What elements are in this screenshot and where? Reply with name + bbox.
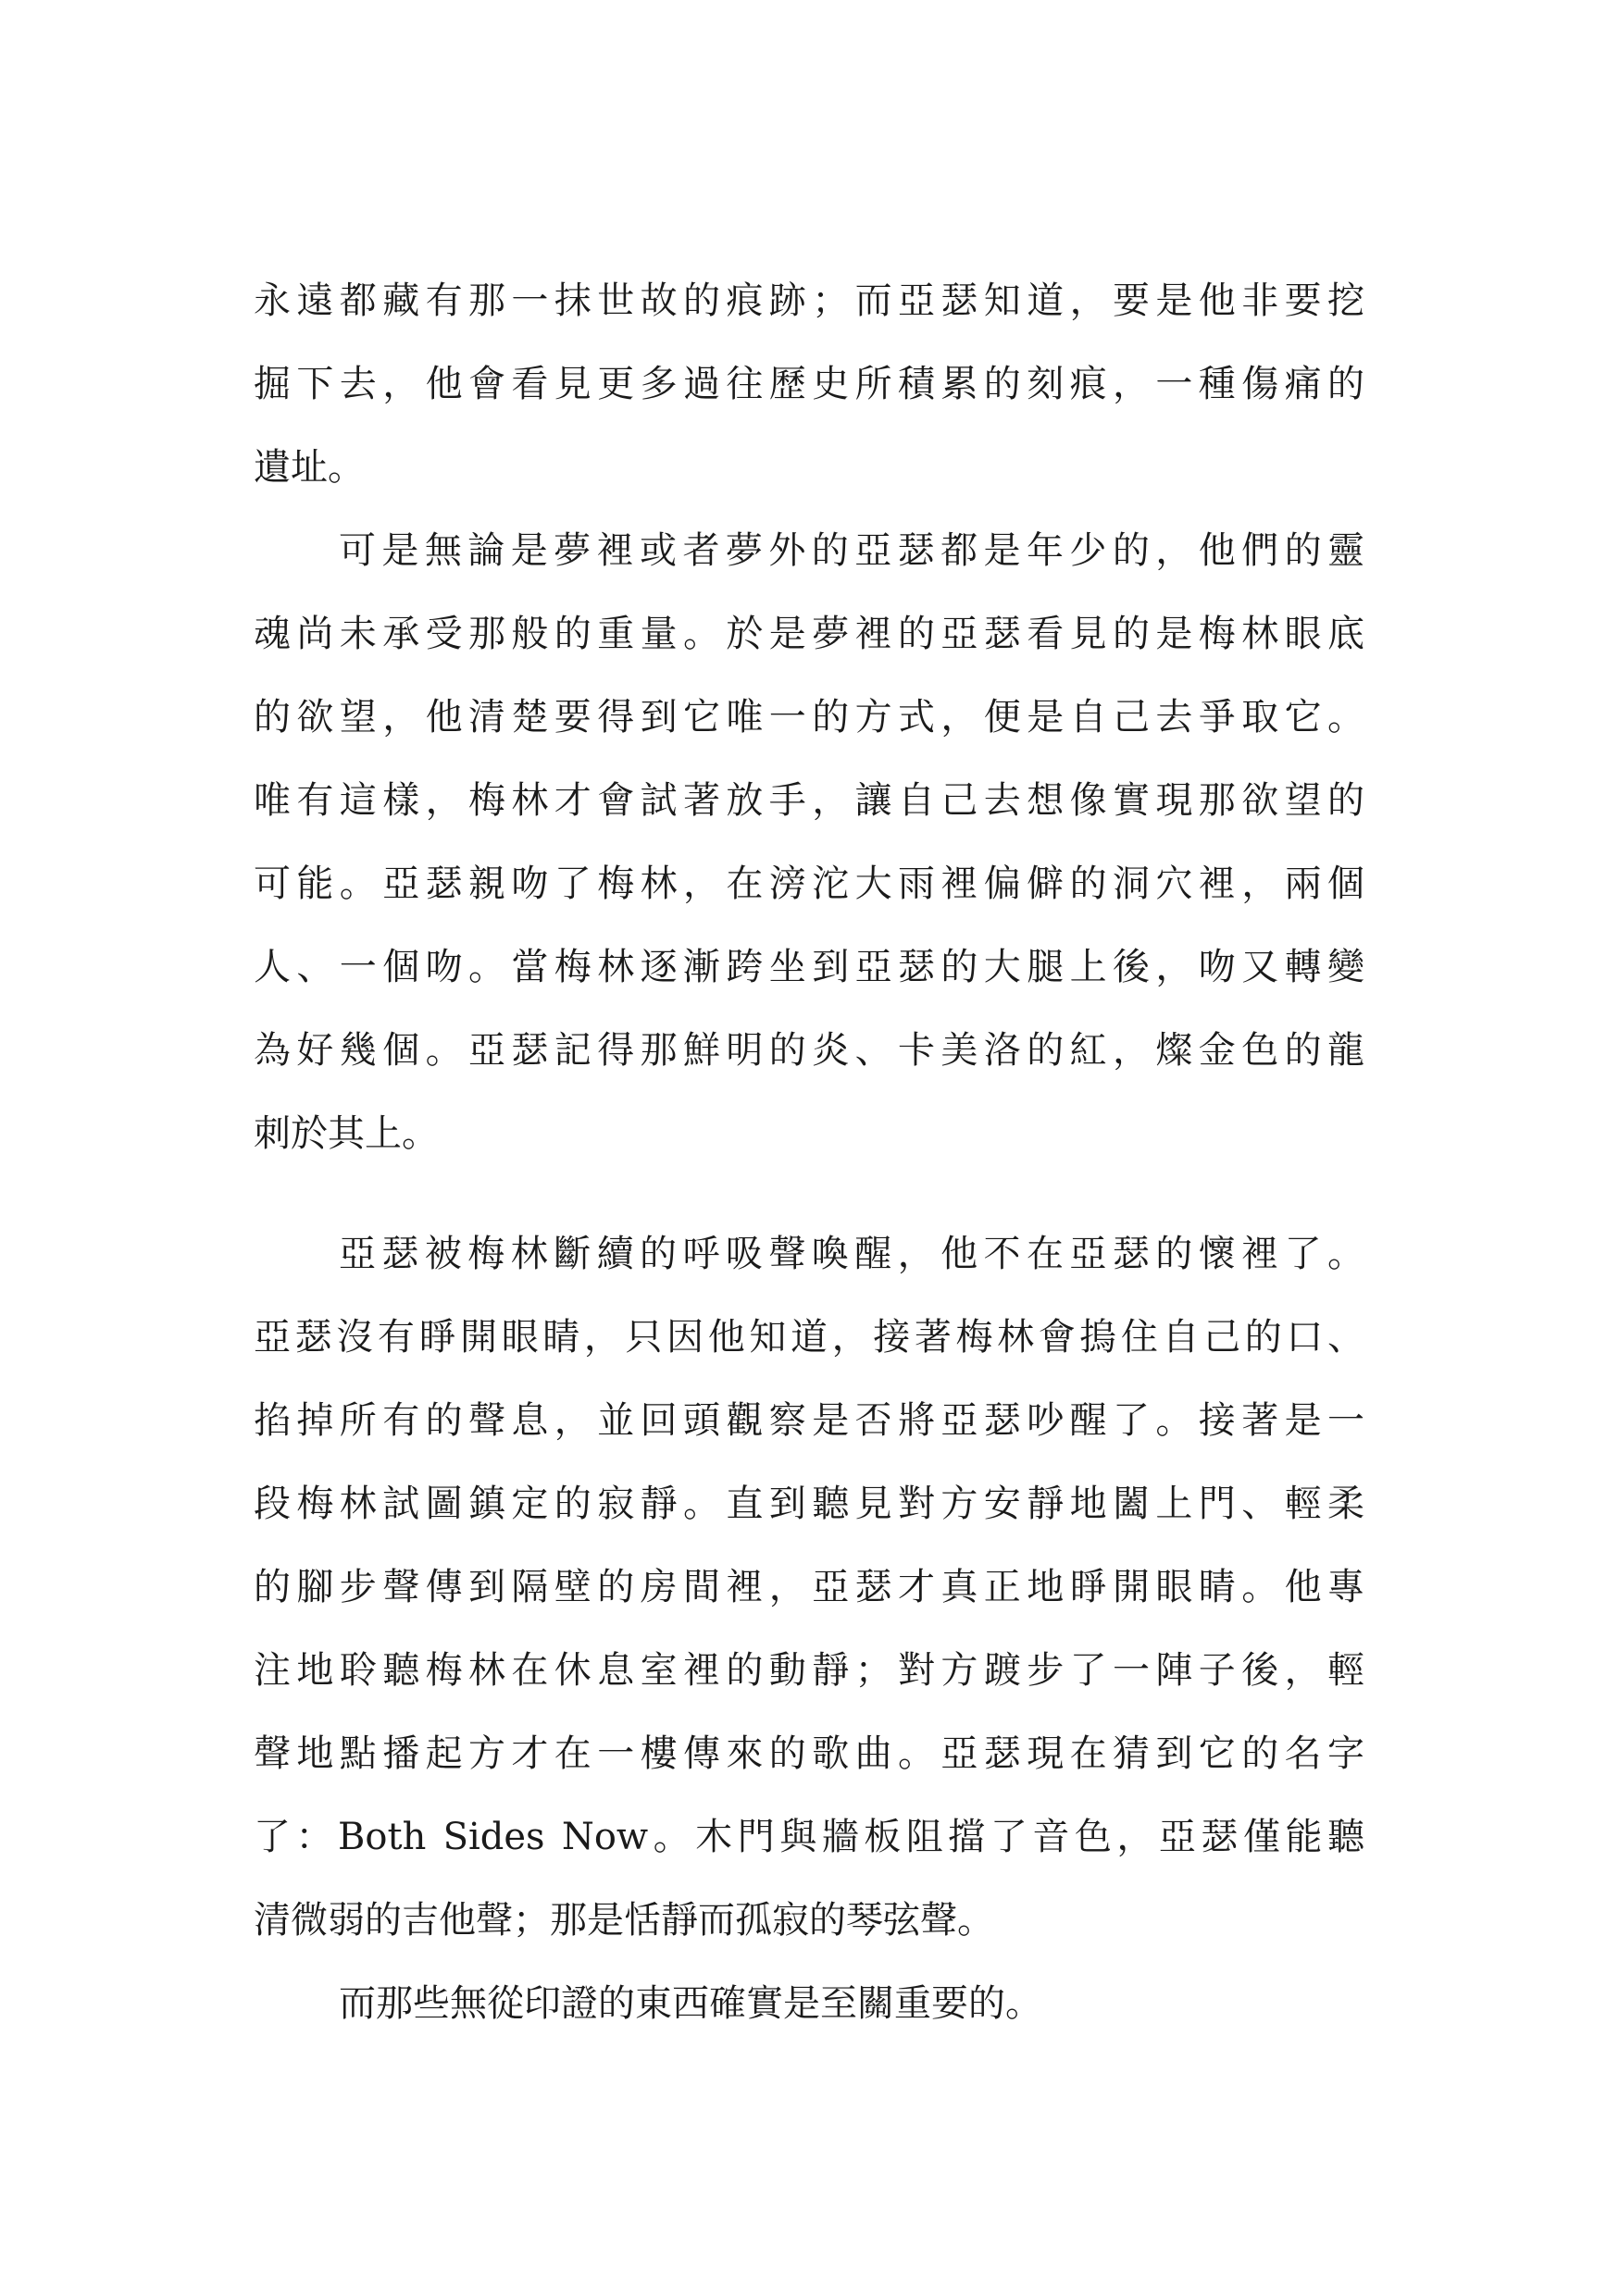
text-line: 段梅林試圖鎮定的寂靜。直到聽見對方安靜地闔上門、輕柔 bbox=[254, 1483, 1364, 1525]
text-line: 亞瑟沒有睜開眼睛，只因他知道，接著梅林會摀住自己的口、 bbox=[254, 1316, 1364, 1359]
text-line: 聲地點播起方才在一樓傳來的歌曲。亞瑟現在猜到它的名字 bbox=[254, 1732, 1364, 1775]
paragraph-first-line: 而那些無從印證的東西確實是至關重要的。 bbox=[339, 1982, 1042, 2025]
text-line: 掐掉所有的聲息，並回頭觀察是否將亞瑟吵醒了。接著是一 bbox=[254, 1399, 1364, 1442]
text-section-1 bbox=[254, 259, 1364, 1175]
text-line: 遺址。 bbox=[254, 446, 365, 489]
text-line: 的腳步聲傳到隔壁的房間裡，亞瑟才真正地睜開眼睛。他專 bbox=[254, 1566, 1364, 1608]
text-line: 人、一個吻。當梅林逐漸跨坐到亞瑟的大腿上後，吻又轉變 bbox=[254, 946, 1364, 988]
paragraph-first-line: 亞瑟被梅林斷續的呼吸聲喚醒，他不在亞瑟的懷裡了。 bbox=[339, 1233, 1364, 1275]
text-line: 魂尚未承受那般的重量。於是夢裡的亞瑟看見的是梅林眼底 bbox=[254, 613, 1364, 655]
text-line: 唯有這樣，梅林才會試著放手，讓自己去想像實現那欲望的 bbox=[254, 779, 1364, 822]
text-line: 為好幾個。亞瑟記得那鮮明的炎、卡美洛的紅，燦金色的龍 bbox=[254, 1029, 1364, 1072]
text-line: 注地聆聽梅林在休息室裡的動靜；對方踱步了一陣子後，輕 bbox=[254, 1649, 1364, 1692]
text-line: 可能。亞瑟親吻了梅林，在滂沱大雨裡偏僻的洞穴裡，兩個 bbox=[254, 863, 1364, 905]
text-line: 的欲望，他清楚要得到它唯一的方式，便是自己去爭取它。 bbox=[254, 696, 1364, 738]
text-line: 刺於其上。 bbox=[254, 1112, 439, 1155]
text-line: 清微弱的吉他聲；那是恬靜而孤寂的琴弦聲。 bbox=[254, 1899, 994, 1942]
text-line: 永遠都藏有那一抹世故的痕跡；而亞瑟知道，要是他非要挖 bbox=[254, 279, 1364, 322]
paragraph-first-line: 可是無論是夢裡或者夢外的亞瑟都是年少的，他們的靈 bbox=[339, 529, 1364, 572]
text-section-2 bbox=[254, 1212, 1364, 2045]
text-line: 了：Both Sides Now。木門與牆板阻擋了音色，亞瑟僅能聽 bbox=[254, 1816, 1364, 1858]
text-line: 掘下去，他會看見更多過往歷史所積累的刻痕，一種傷痛的 bbox=[254, 363, 1364, 405]
